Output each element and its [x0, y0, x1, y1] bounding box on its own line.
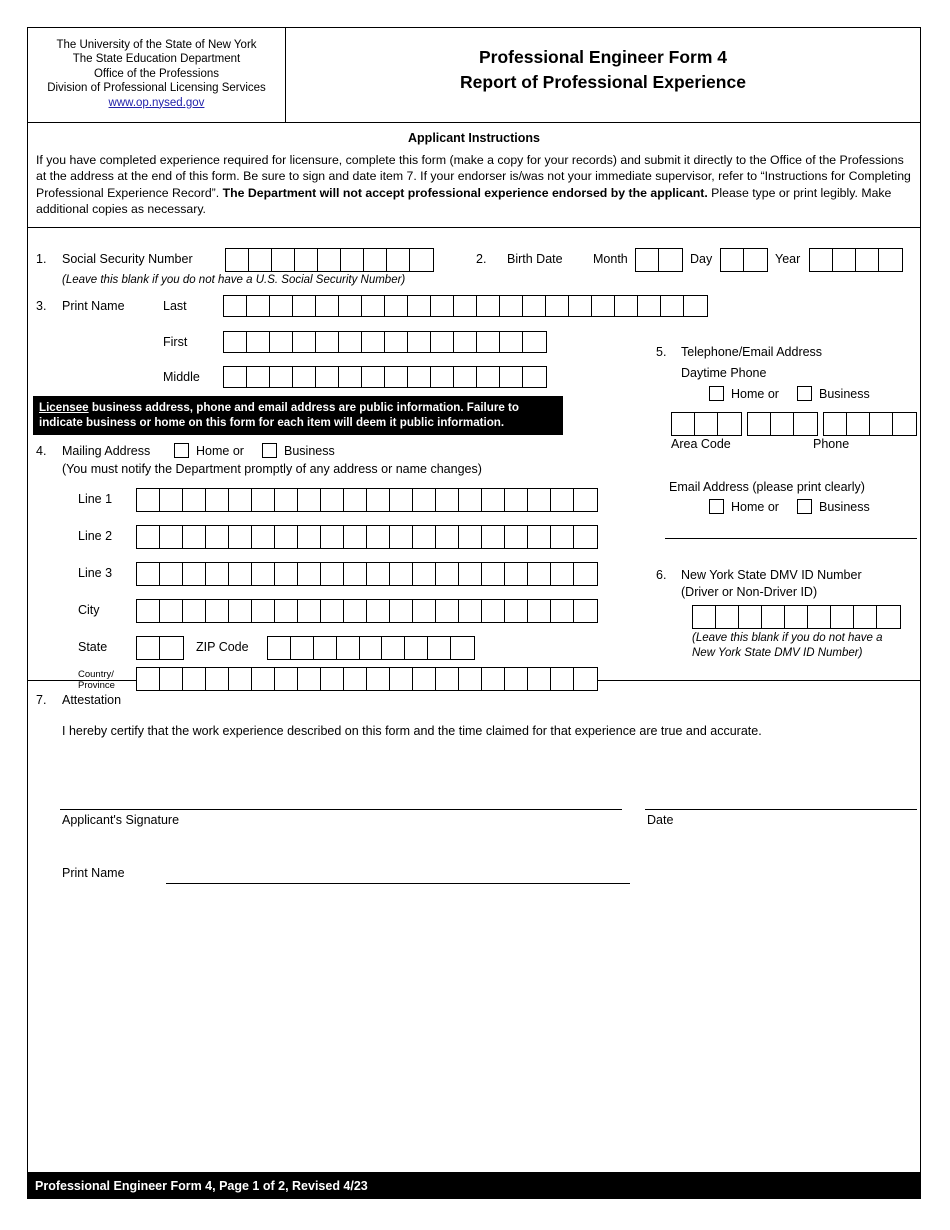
char-cell[interactable]: [505, 600, 528, 622]
char-cell[interactable]: [523, 332, 546, 352]
char-cell[interactable]: [721, 249, 744, 271]
char-cell[interactable]: [408, 367, 431, 387]
char-cell[interactable]: [291, 637, 314, 659]
char-cell[interactable]: [252, 563, 275, 585]
item-4-number: 4.: [36, 444, 47, 458]
char-cell[interactable]: [344, 563, 367, 585]
char-cell[interactable]: [505, 489, 528, 511]
char-cell[interactable]: [436, 526, 459, 548]
char-cell[interactable]: [431, 296, 454, 316]
zip4-boxes[interactable]: [381, 636, 475, 660]
item-4-note: (You must notify the Department promptly of any address or name changes): [62, 462, 482, 476]
mailing-business-checkbox[interactable]: [262, 443, 277, 458]
char-cell[interactable]: [206, 526, 229, 548]
char-cell[interactable]: [275, 600, 298, 622]
char-cell[interactable]: [744, 249, 767, 271]
char-cell[interactable]: [275, 489, 298, 511]
licensee-word: Licensee: [39, 401, 89, 414]
agency-line-1: The University of the State of New York: [56, 38, 257, 51]
char-cell[interactable]: [431, 367, 454, 387]
birth-year-boxes[interactable]: [809, 248, 903, 272]
char-cell[interactable]: [551, 600, 574, 622]
mailing-home-checkbox[interactable]: [174, 443, 189, 458]
char-cell[interactable]: [454, 296, 477, 316]
form-title-line-1: Professional Engineer Form 4: [479, 47, 727, 67]
item-6-label-line-2: (Driver or Non-Driver ID): [681, 585, 818, 599]
email-business-checkbox[interactable]: [797, 499, 812, 514]
char-cell[interactable]: [295, 249, 318, 271]
last-name-boxes[interactable]: [223, 295, 708, 317]
item-6-note-line-1: (Leave this blank if you do not have a: [692, 632, 883, 644]
char-cell[interactable]: [785, 606, 808, 628]
char-cell[interactable]: [390, 563, 413, 585]
char-cell[interactable]: [318, 249, 341, 271]
item-1-number: 1.: [36, 252, 47, 266]
char-cell[interactable]: [224, 367, 247, 387]
char-cell[interactable]: [636, 249, 659, 271]
char-cell[interactable]: [339, 296, 362, 316]
char-cell[interactable]: [160, 526, 183, 548]
phone-business-checkbox[interactable]: [797, 386, 812, 401]
char-cell[interactable]: [408, 296, 431, 316]
char-cell[interactable]: [385, 367, 408, 387]
char-cell[interactable]: [137, 600, 160, 622]
char-cell[interactable]: [367, 600, 390, 622]
item-6-note-line-2: New York State DMV ID Number): [692, 647, 863, 659]
char-cell[interactable]: [293, 296, 316, 316]
char-cell[interactable]: [252, 489, 275, 511]
char-cell[interactable]: [847, 413, 870, 435]
char-cell[interactable]: [275, 563, 298, 585]
country-province-label-line-2: Province: [78, 680, 115, 691]
char-cell[interactable]: [551, 489, 574, 511]
char-cell[interactable]: [137, 637, 160, 659]
licensee-public-info-banner: [33, 396, 563, 435]
birth-month-label: Month: [593, 252, 628, 266]
phone-line-boxes[interactable]: [823, 412, 917, 436]
char-cell[interactable]: [482, 563, 505, 585]
char-cell[interactable]: [224, 296, 247, 316]
char-cell[interactable]: [459, 526, 482, 548]
char-cell[interactable]: [390, 526, 413, 548]
char-cell[interactable]: [528, 489, 551, 511]
phone-business-label: Business: [819, 387, 870, 401]
char-cell[interactable]: [367, 563, 390, 585]
item-7-label: Attestation: [62, 693, 122, 707]
attestation-print-name-label: Print Name: [62, 866, 125, 880]
email-business-label: Business: [819, 500, 870, 514]
attestation-certification-text: I hereby certify that the work experience described on this form and the time claimed for that experience are true and accurate.: [62, 724, 762, 738]
char-cell[interactable]: [229, 489, 252, 511]
char-cell[interactable]: [293, 367, 316, 387]
char-cell[interactable]: [229, 600, 252, 622]
char-cell[interactable]: [477, 296, 500, 316]
applicant-instructions: [28, 123, 920, 228]
address-line-3-label: Line 3: [78, 566, 113, 580]
char-cell[interactable]: [436, 489, 459, 511]
address-line-2-label: Line 2: [78, 529, 113, 543]
char-cell[interactable]: [206, 563, 229, 585]
char-cell[interactable]: [528, 563, 551, 585]
char-cell[interactable]: [362, 332, 385, 352]
char-cell[interactable]: [390, 600, 413, 622]
signature-date-label: Date: [647, 813, 674, 827]
char-cell[interactable]: [339, 367, 362, 387]
char-cell[interactable]: [684, 296, 707, 316]
char-cell[interactable]: [856, 249, 879, 271]
char-cell[interactable]: [551, 563, 574, 585]
phone-prefix-boxes[interactable]: [747, 412, 818, 436]
form-outer-frame: [27, 27, 921, 1173]
char-cell[interactable]: [183, 600, 206, 622]
char-cell[interactable]: [344, 600, 367, 622]
char-cell[interactable]: [831, 606, 854, 628]
char-cell[interactable]: [824, 413, 847, 435]
char-cell[interactable]: [771, 413, 794, 435]
item-3-number: 3.: [36, 299, 47, 313]
char-cell[interactable]: [482, 600, 505, 622]
state-boxes[interactable]: [136, 636, 184, 660]
char-cell[interactable]: [459, 563, 482, 585]
char-cell[interactable]: [339, 332, 362, 352]
char-cell[interactable]: [229, 563, 252, 585]
signature-date-line[interactable]: [645, 809, 917, 810]
instructions-heading: Applicant Instructions: [408, 131, 540, 145]
item-3-label: Print Name: [62, 299, 125, 313]
form-header: [28, 28, 920, 123]
email-address-write-line[interactable]: [665, 538, 917, 539]
instructions-text-part-1: If you have completed experience required for licensure, complete this form (make a copy for your records) and submit it directly to the Office of the Professions at the address at the end of this form. Be sure to sign and date item 7. If your endorser is/was not your immediate supervisor, refer to “Instructions for Completing Professional Experience Record”.: [36, 153, 911, 200]
char-cell[interactable]: [431, 332, 454, 352]
char-cell[interactable]: [390, 489, 413, 511]
char-cell[interactable]: [413, 489, 436, 511]
char-cell[interactable]: [794, 413, 817, 435]
char-cell[interactable]: [546, 296, 569, 316]
birth-year-label: Year: [775, 252, 801, 266]
item-5-number: 5.: [656, 345, 667, 359]
char-cell[interactable]: [574, 526, 597, 548]
char-cell[interactable]: [367, 526, 390, 548]
char-cell[interactable]: [716, 606, 739, 628]
char-cell[interactable]: [316, 332, 339, 352]
agency-website-link[interactable]: www.op.nysed.gov: [108, 96, 205, 109]
applicant-signature-label: Applicant's Signature: [62, 813, 180, 827]
char-cell[interactable]: [748, 413, 771, 435]
item-5-label: Telephone/Email Address: [681, 345, 823, 359]
phone-home-label: Home or: [731, 387, 779, 401]
item-6-number: 6.: [656, 568, 667, 582]
char-cell[interactable]: [505, 563, 528, 585]
char-cell[interactable]: [451, 637, 474, 659]
char-cell[interactable]: [523, 296, 546, 316]
char-cell[interactable]: [360, 637, 383, 659]
agency-identity-block: [28, 28, 286, 122]
char-cell[interactable]: [270, 367, 293, 387]
char-cell[interactable]: [477, 332, 500, 352]
char-cell[interactable]: [408, 332, 431, 352]
char-cell[interactable]: [137, 563, 160, 585]
char-cell[interactable]: [523, 367, 546, 387]
char-cell[interactable]: [574, 600, 597, 622]
char-cell[interactable]: [810, 249, 833, 271]
char-cell[interactable]: [362, 296, 385, 316]
char-cell[interactable]: [387, 249, 410, 271]
attestation-print-name-line[interactable]: [166, 883, 630, 884]
phone-number-label: Phone: [813, 437, 850, 451]
first-name-label: First: [163, 335, 188, 349]
email-home-checkbox[interactable]: [709, 499, 724, 514]
instructions-paragraph: [36, 152, 912, 217]
char-cell[interactable]: [574, 489, 597, 511]
country-province-label-line-1: Country/: [78, 669, 114, 680]
agency-line-3: Office of the Professions: [93, 67, 220, 80]
agency-line-4: Division of Professional Licensing Services: [47, 82, 266, 94]
footer-text: Professional Engineer Form 4, Page 1 of 2, Revised 4/23: [35, 1179, 368, 1193]
address-line-2-boxes[interactable]: [136, 525, 598, 549]
char-cell[interactable]: [344, 526, 367, 548]
email-home-label: Home or: [731, 500, 779, 514]
char-cell[interactable]: [505, 526, 528, 548]
instructions-bold-warning: The Department will not accept professional experience endorsed by the applicant.: [222, 185, 708, 200]
char-cell[interactable]: [206, 600, 229, 622]
birth-month-boxes[interactable]: [635, 248, 683, 272]
applicant-signature-line[interactable]: [60, 809, 622, 810]
item-1-label: Social Security Number: [62, 252, 193, 266]
char-cell[interactable]: [574, 563, 597, 585]
zip-code-label: ZIP Code: [196, 640, 249, 654]
char-cell[interactable]: [833, 249, 856, 271]
char-cell[interactable]: [206, 489, 229, 511]
char-cell[interactable]: [321, 563, 344, 585]
char-cell[interactable]: [160, 489, 183, 511]
char-cell[interactable]: [249, 249, 272, 271]
char-cell[interactable]: [226, 249, 249, 271]
char-cell[interactable]: [661, 296, 684, 316]
char-cell[interactable]: [893, 413, 916, 435]
email-address-label: Email Address (please print clearly): [669, 480, 865, 494]
char-cell[interactable]: [808, 606, 831, 628]
char-cell[interactable]: [183, 563, 206, 585]
daytime-phone-label: Daytime Phone: [681, 366, 767, 380]
area-code-label: Area Code: [671, 437, 731, 451]
licensee-banner-text: business address, phone and email address are public information. Failure to indicate business or home on this form for each item will deem it public information.: [39, 401, 519, 429]
birth-day-boxes[interactable]: [720, 248, 768, 272]
char-cell[interactable]: [316, 367, 339, 387]
middle-name-boxes[interactable]: [223, 366, 547, 388]
char-cell[interactable]: [454, 367, 477, 387]
phone-home-checkbox[interactable]: [709, 386, 724, 401]
char-cell[interactable]: [762, 606, 785, 628]
item-4-label: Mailing Address: [62, 444, 151, 458]
char-cell[interactable]: [367, 489, 390, 511]
char-cell[interactable]: [528, 526, 551, 548]
ssn-input-boxes[interactable]: [225, 248, 434, 272]
char-cell[interactable]: [413, 563, 436, 585]
char-cell[interactable]: [410, 249, 433, 271]
char-cell[interactable]: [268, 637, 291, 659]
char-cell[interactable]: [482, 489, 505, 511]
attestation-section: [28, 681, 920, 1172]
char-cell[interactable]: [382, 637, 405, 659]
mailing-business-label: Business: [284, 444, 335, 458]
char-cell[interactable]: [183, 489, 206, 511]
char-cell[interactable]: [272, 249, 295, 271]
char-cell[interactable]: [459, 600, 482, 622]
item-2-number: 2.: [476, 252, 487, 266]
char-cell[interactable]: [693, 606, 716, 628]
char-cell[interactable]: [428, 637, 451, 659]
char-cell[interactable]: [341, 249, 364, 271]
char-cell[interactable]: [482, 526, 505, 548]
item-6-label-line-1: New York State DMV ID Number: [681, 568, 862, 582]
char-cell[interactable]: [854, 606, 877, 628]
char-cell[interactable]: [298, 526, 321, 548]
char-cell[interactable]: [500, 296, 523, 316]
mailing-home-label: Home or: [196, 444, 244, 458]
char-cell[interactable]: [229, 526, 252, 548]
char-cell[interactable]: [252, 526, 275, 548]
char-cell[interactable]: [877, 606, 900, 628]
char-cell[interactable]: [385, 296, 408, 316]
address-line-1-boxes[interactable]: [136, 488, 598, 512]
zip5-boxes[interactable]: [267, 636, 384, 660]
char-cell[interactable]: [275, 526, 298, 548]
char-cell[interactable]: [459, 489, 482, 511]
last-name-label: Last: [163, 299, 187, 313]
char-cell[interactable]: [638, 296, 661, 316]
char-cell[interactable]: [436, 600, 459, 622]
item-7-number: 7.: [36, 693, 47, 707]
char-cell[interactable]: [405, 637, 428, 659]
form-title-block: [286, 28, 920, 122]
char-cell[interactable]: [477, 367, 500, 387]
item-2-label: Birth Date: [507, 252, 563, 266]
char-cell[interactable]: [270, 332, 293, 352]
char-cell[interactable]: [500, 332, 523, 352]
char-cell[interactable]: [569, 296, 592, 316]
char-cell[interactable]: [270, 296, 293, 316]
char-cell[interactable]: [551, 526, 574, 548]
char-cell[interactable]: [592, 296, 615, 316]
dmv-id-boxes[interactable]: [692, 605, 901, 629]
birth-day-label: Day: [690, 252, 713, 266]
char-cell[interactable]: [316, 296, 339, 316]
char-cell[interactable]: [718, 413, 741, 435]
char-cell[interactable]: [137, 526, 160, 548]
char-cell[interactable]: [247, 332, 270, 352]
char-cell[interactable]: [870, 413, 893, 435]
address-line-3-boxes[interactable]: [136, 562, 598, 586]
char-cell[interactable]: [183, 526, 206, 548]
char-cell[interactable]: [321, 526, 344, 548]
char-cell[interactable]: [247, 296, 270, 316]
char-cell[interactable]: [252, 600, 275, 622]
char-cell[interactable]: [137, 489, 160, 511]
item-1-note: (Leave this blank if you do not have a U.S. Social Security Number): [62, 274, 406, 286]
char-cell[interactable]: [615, 296, 638, 316]
instructions-text-part-2: Please type or print legibly. Make additional copies as necessary.: [36, 185, 892, 216]
char-cell[interactable]: [695, 413, 718, 435]
char-cell[interactable]: [224, 332, 247, 352]
city-boxes[interactable]: [136, 599, 598, 623]
char-cell[interactable]: [293, 332, 316, 352]
area-code-boxes[interactable]: [671, 412, 742, 436]
first-name-boxes[interactable]: [223, 331, 547, 353]
char-cell[interactable]: [413, 600, 436, 622]
city-label: City: [78, 603, 100, 617]
char-cell[interactable]: [298, 563, 321, 585]
char-cell[interactable]: [337, 637, 360, 659]
address-line-1-label: Line 1: [78, 492, 113, 506]
state-label: State: [78, 640, 108, 654]
char-cell[interactable]: [344, 489, 367, 511]
char-cell[interactable]: [321, 489, 344, 511]
char-cell[interactable]: [160, 637, 183, 659]
char-cell[interactable]: [298, 600, 321, 622]
char-cell[interactable]: [659, 249, 682, 271]
char-cell[interactable]: [436, 563, 459, 585]
form-footer-bar: [27, 1173, 921, 1199]
char-cell[interactable]: [160, 563, 183, 585]
char-cell[interactable]: [672, 413, 695, 435]
char-cell[interactable]: [247, 367, 270, 387]
char-cell[interactable]: [413, 526, 436, 548]
middle-name-label: Middle: [163, 370, 200, 384]
char-cell[interactable]: [500, 367, 523, 387]
char-cell[interactable]: [454, 332, 477, 352]
char-cell[interactable]: [528, 600, 551, 622]
char-cell[interactable]: [298, 489, 321, 511]
char-cell[interactable]: [364, 249, 387, 271]
char-cell[interactable]: [739, 606, 762, 628]
char-cell[interactable]: [314, 637, 337, 659]
char-cell[interactable]: [385, 332, 408, 352]
agency-line-2: The State Education Department: [72, 53, 241, 65]
char-cell[interactable]: [160, 600, 183, 622]
char-cell[interactable]: [879, 249, 902, 271]
identity-section: [28, 241, 920, 691]
form-title-line-2: Report of Professional Experience: [460, 72, 746, 92]
char-cell[interactable]: [362, 367, 385, 387]
char-cell[interactable]: [321, 600, 344, 622]
